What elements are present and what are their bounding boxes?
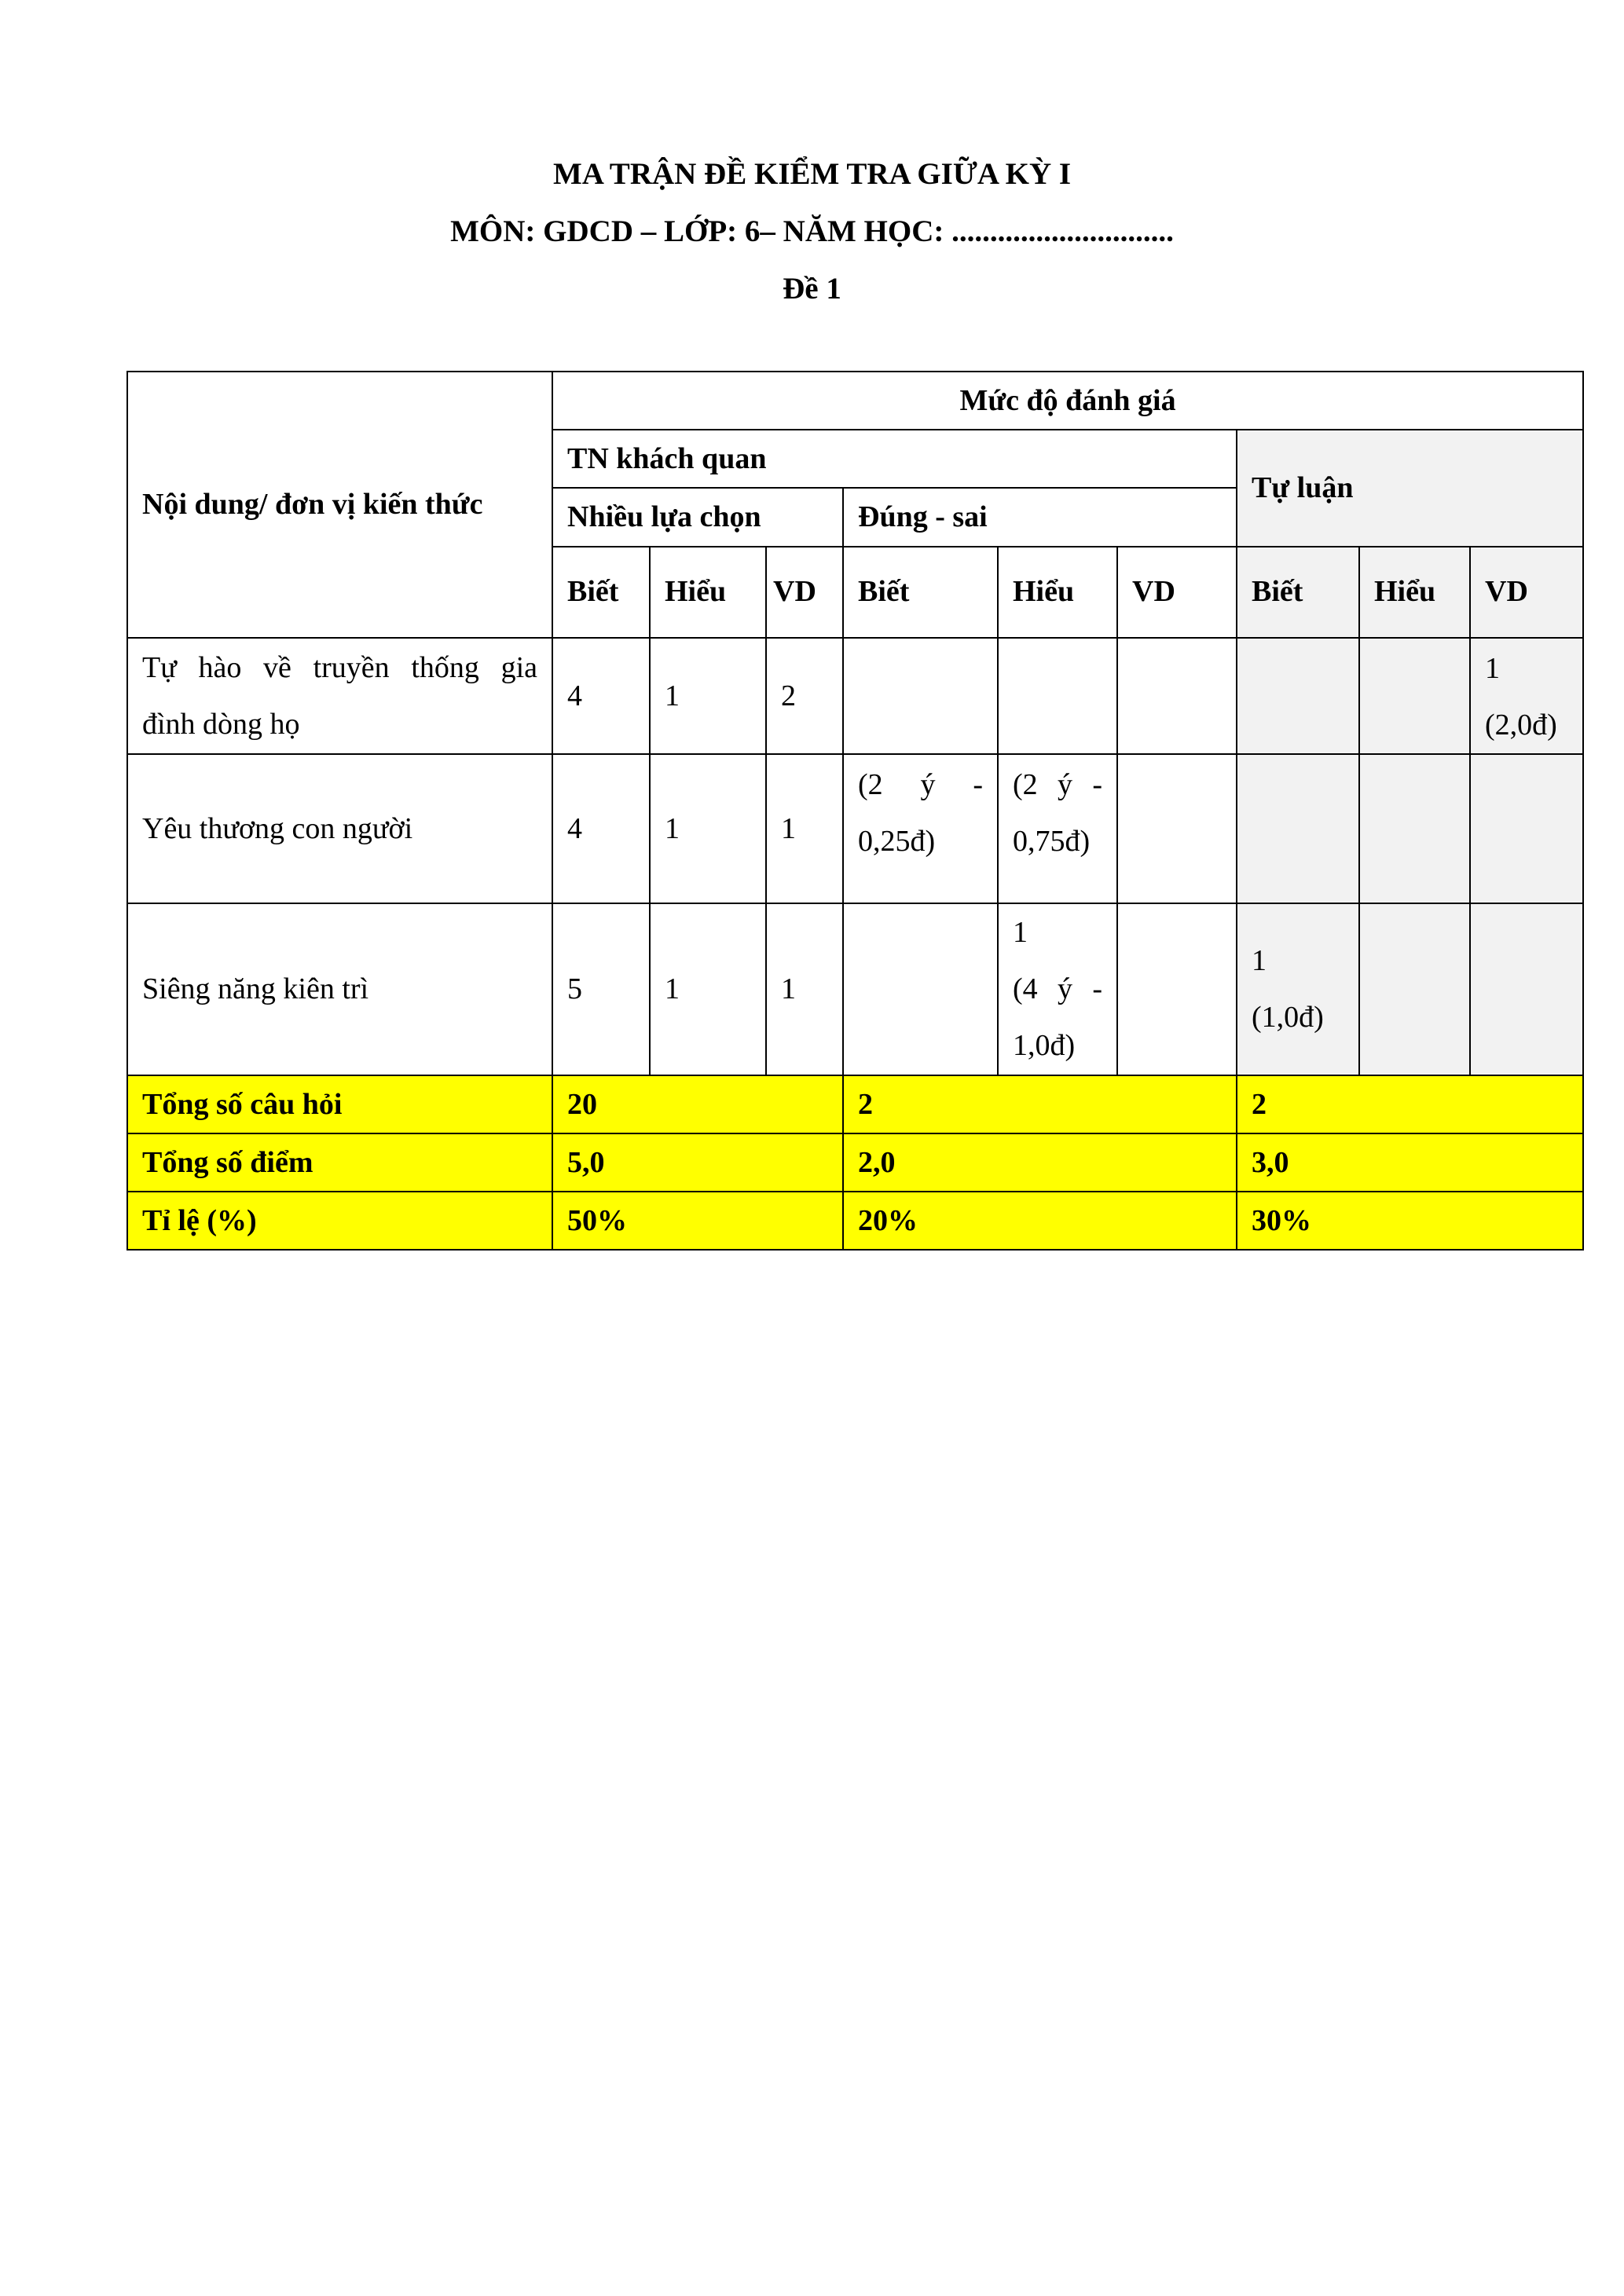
mc-header: Nhiều lựa chọn: [552, 488, 843, 546]
total-tn: 5,0: [552, 1133, 843, 1192]
mc-vd-cell: 1: [766, 903, 843, 1075]
level-cell: Hiểu: [998, 547, 1117, 638]
mc-biet-cell: 5: [552, 903, 650, 1075]
cell-line: 0,75đ): [1013, 825, 1091, 859]
level-cell: VD: [1117, 547, 1237, 638]
exam-label: Đề 1: [783, 272, 841, 306]
tf-vd-cell: [1117, 754, 1237, 903]
mc-vd-cell: 2: [766, 638, 843, 754]
cell-line: (1,0đ): [1252, 1001, 1324, 1034]
level-cell: Biết: [552, 547, 650, 638]
total-essay: 2: [1237, 1075, 1583, 1133]
tn-header: TN khách quan: [552, 430, 1237, 488]
content-header: Nội dung/ đơn vị kiến thức: [127, 372, 552, 638]
tf-hieu-cell: [998, 638, 1117, 754]
tf-vd-cell: [1117, 638, 1237, 754]
topic-cell: [127, 638, 552, 754]
tf-vd-cell: [1117, 903, 1237, 1075]
total-tf: 2,0: [843, 1133, 1237, 1192]
total-label: Tỉ lệ (%): [127, 1192, 552, 1250]
topic-cell: Yêu thương con người: [127, 754, 552, 903]
level-cell: Biết: [1237, 547, 1359, 638]
cell-line: (2,0đ): [1485, 708, 1557, 742]
cell-line: (2 ý -: [1013, 767, 1102, 801]
total-essay: 3,0: [1237, 1133, 1583, 1192]
page-subtitle: MÔN: GDCD – LỚP: 6– NĂM HỌC: .............................: [450, 214, 1174, 248]
tf-hieu-cell: [998, 903, 1117, 1075]
essay-hieu-cell: [1359, 754, 1470, 903]
essay-vd-cell: [1470, 754, 1583, 903]
essay-vd-cell: [1470, 903, 1583, 1075]
cell-line: 1: [1013, 915, 1028, 949]
cell-line: 1,0đ): [1013, 1029, 1076, 1063]
header-row-1: [127, 372, 1583, 430]
essay-header: Tự luận: [1237, 430, 1583, 546]
total-essay: 30%: [1237, 1192, 1583, 1250]
essay-biet-cell: [1237, 903, 1359, 1075]
tf-header: Đúng - sai: [843, 488, 1237, 546]
totals-row: [127, 1075, 1583, 1133]
assessment-matrix-table: [126, 371, 1584, 1251]
essay-hieu-cell: [1359, 903, 1470, 1075]
mc-hieu-cell: 1: [650, 903, 766, 1075]
topic-line: Tự hào về truyền thống gia: [142, 650, 537, 684]
mc-hieu-cell: 1: [650, 638, 766, 754]
total-tn: 50%: [552, 1192, 843, 1250]
tf-biet-cell: [843, 638, 998, 754]
level-cell: VD: [766, 547, 843, 638]
level-header: Mức độ đánh giá: [552, 372, 1583, 430]
total-tn: 20: [552, 1075, 843, 1133]
cell-line: (4 ý -: [1013, 972, 1102, 1006]
essay-biet-cell: [1237, 638, 1359, 754]
page-title: MA TRẬN ĐỀ KIỂM TRA GIỮA KỲ I: [552, 157, 1072, 191]
total-label: Tổng số điểm: [127, 1133, 552, 1192]
topic-line: đình dòng họ: [142, 707, 300, 741]
level-cell: Biết: [843, 547, 998, 638]
level-cell: Hiểu: [650, 547, 766, 638]
tf-biet-cell: [843, 754, 998, 903]
topic-cell: Siêng năng kiên trì: [127, 903, 552, 1075]
table-row: [127, 903, 1583, 1075]
table-row: [127, 754, 1583, 903]
mc-biet-cell: 4: [552, 638, 650, 754]
mc-biet-cell: 4: [552, 754, 650, 903]
cell-line: 0,25đ): [858, 825, 936, 859]
total-tf: 20%: [843, 1192, 1237, 1250]
totals-row: [127, 1133, 1583, 1192]
level-cell: Hiểu: [1359, 547, 1470, 638]
cell-line: 1: [1485, 651, 1500, 685]
mc-vd-cell: 1: [766, 754, 843, 903]
totals-row: [127, 1192, 1583, 1250]
cell-line: 1: [1252, 944, 1267, 978]
essay-hieu-cell: [1359, 638, 1470, 754]
level-cell: VD: [1470, 547, 1583, 638]
total-label: Tổng số câu hỏi: [127, 1075, 552, 1133]
essay-vd-cell: [1470, 638, 1583, 754]
total-tf: 2: [843, 1075, 1237, 1133]
tf-biet-cell: [843, 903, 998, 1075]
mc-hieu-cell: 1: [650, 754, 766, 903]
tf-hieu-cell: [998, 754, 1117, 903]
essay-biet-cell: [1237, 754, 1359, 903]
cell-line: (2 ý -: [858, 767, 983, 801]
table-row: [127, 638, 1583, 754]
